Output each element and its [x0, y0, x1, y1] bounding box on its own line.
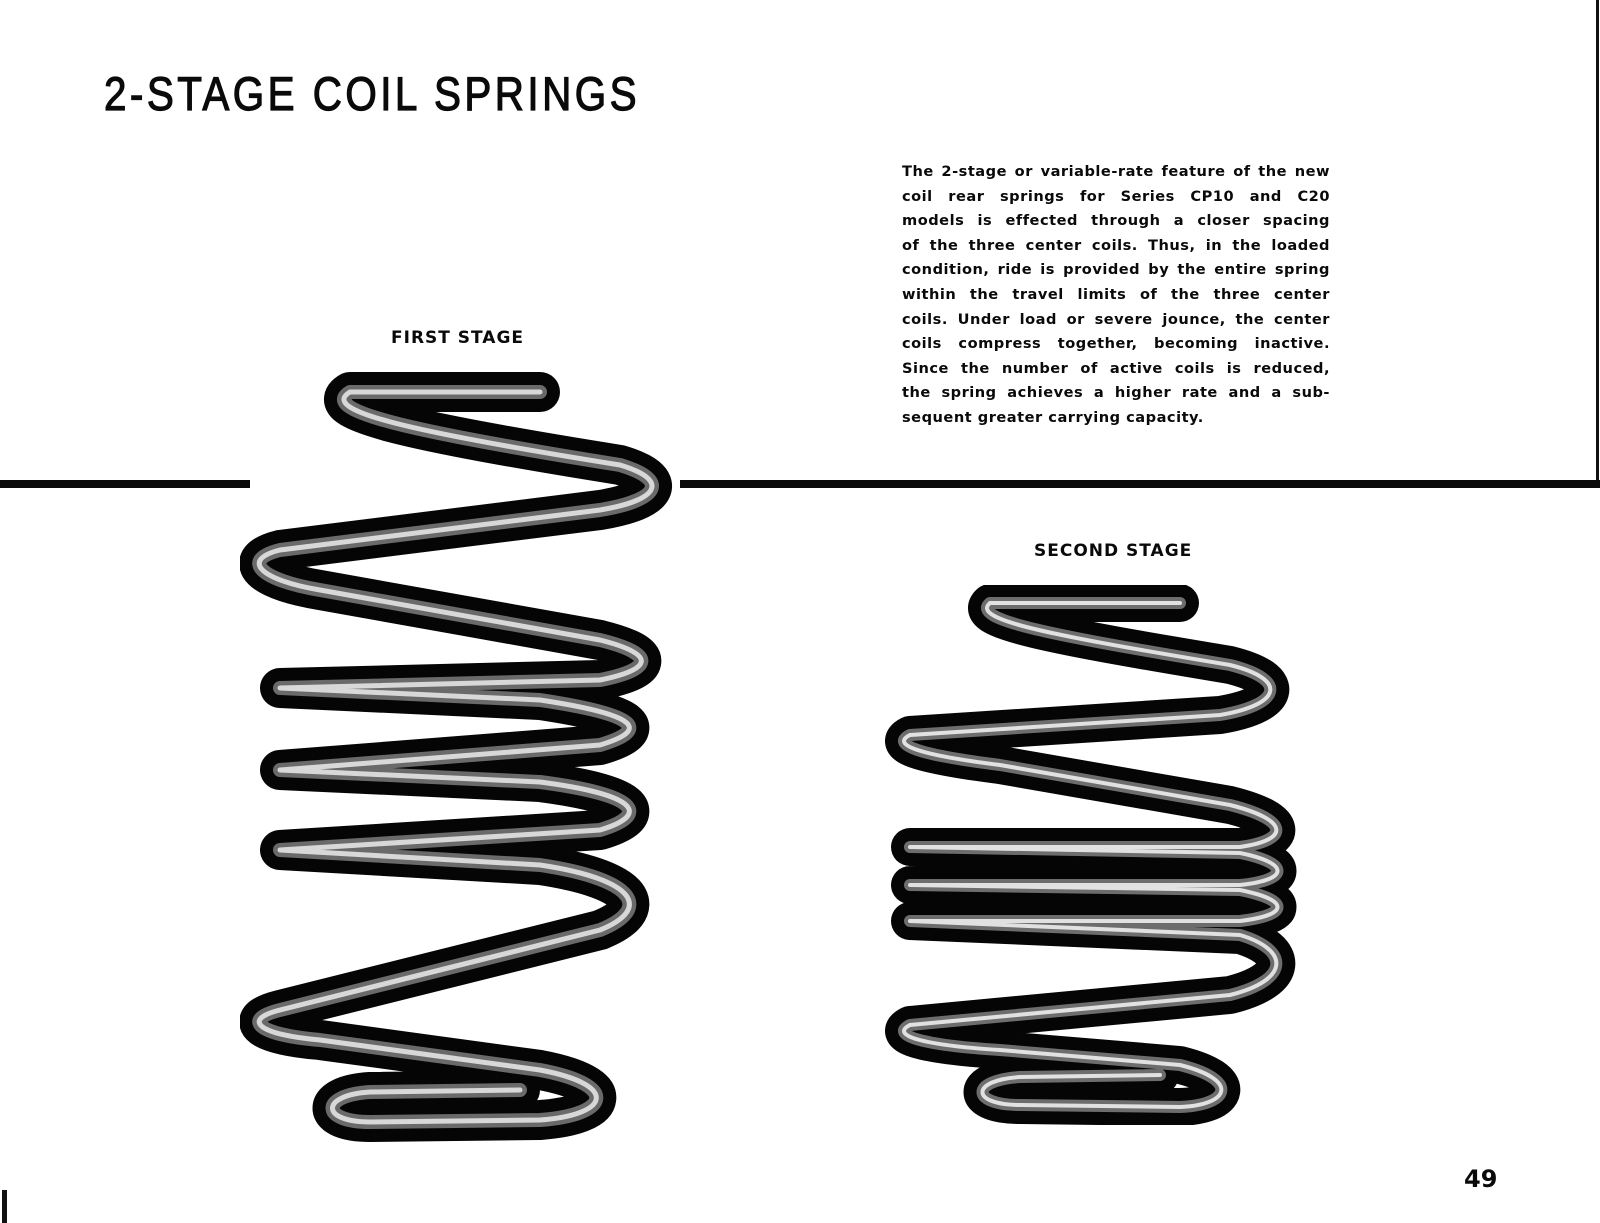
description-line: within the travel limits of the three center	[902, 285, 1330, 303]
description-line: The 2-stage or variable-rate feature of the new	[902, 163, 1330, 180]
page-edge-line	[1596, 0, 1599, 484]
description-line: the spring achieves a higher rate and a sub-	[902, 384, 1330, 402]
page-title: 2-STAGE COIL SPRINGS	[104, 67, 640, 120]
description-line: models is effected through a closer spacing	[902, 212, 1330, 230]
page-number: 49	[1464, 1165, 1498, 1193]
horizontal-rule-left	[0, 480, 250, 488]
description-line: coils. Under load or severe jounce, the center	[902, 310, 1330, 328]
horizontal-rule-right	[680, 480, 1600, 488]
description-line: coil rear springs for Series CP10 and C20	[902, 187, 1330, 205]
description-line: of the three center coils. Thus, in the loaded	[902, 236, 1330, 254]
first-stage-label: FIRST STAGE	[391, 328, 525, 348]
description-line: sequent greater carrying capacity.	[902, 408, 1204, 426]
description-line: coils compress together, becoming inactive.	[902, 335, 1330, 353]
description-line: Since the number of active coils is reduced,	[902, 359, 1330, 377]
description-line: condition, ride is provided by the entire spring	[902, 261, 1330, 279]
second-stage-label: SECOND STAGE	[1034, 541, 1193, 561]
coil-spring-extended-icon	[240, 370, 680, 1150]
scan-margin-mark	[2, 1190, 7, 1223]
description-paragraph	[902, 160, 1330, 431]
coil-spring-compressed-icon	[880, 585, 1320, 1125]
